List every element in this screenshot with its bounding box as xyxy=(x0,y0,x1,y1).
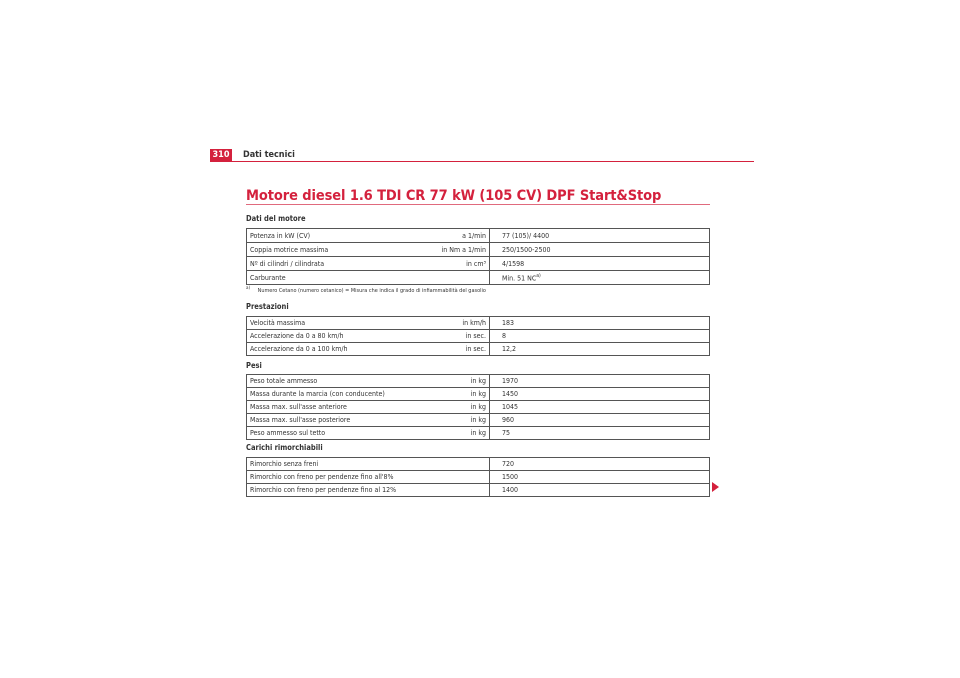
table-row xyxy=(247,458,710,471)
row-value: 183 xyxy=(490,317,710,330)
row-unit: a 1/min xyxy=(433,229,490,243)
row-value: 4/1598 xyxy=(490,257,710,271)
row-label: Rimorchio senza freni xyxy=(247,458,434,471)
row-label: Massa max. sull'asse posteriore xyxy=(247,414,434,427)
header-rule xyxy=(210,161,754,162)
row-unit: in kg xyxy=(433,401,490,414)
table-row xyxy=(247,484,710,497)
row-value: 250/1500-2500 xyxy=(490,243,710,257)
table-row xyxy=(247,471,710,484)
row-unit: in kg xyxy=(433,375,490,388)
row-value: 1450 xyxy=(490,388,710,401)
row-unit xyxy=(433,458,490,471)
heading-prestazioni: Prestazioni xyxy=(246,302,289,311)
row-unit: in km/h xyxy=(433,317,490,330)
row-value: 960 xyxy=(490,414,710,427)
footnote-text: Numero Cetano (numero cetanico) = Misura che indica il grado di infiammabilità del gasolio xyxy=(257,287,486,294)
row-unit xyxy=(433,471,490,484)
row-unit: in kg xyxy=(433,414,490,427)
row-label: Accelerazione da 0 a 100 km/h xyxy=(247,343,434,356)
section-header: Dati tecnici xyxy=(243,150,295,160)
footnote xyxy=(246,286,486,294)
table-row xyxy=(247,257,710,271)
row-label: Carburante xyxy=(247,271,434,285)
table-row xyxy=(247,375,710,388)
title-rule xyxy=(246,204,710,205)
table-row xyxy=(247,427,710,440)
row-value xyxy=(490,271,710,285)
footnote-marker: a) xyxy=(246,286,251,291)
heading-pesi: Pesi xyxy=(246,361,262,370)
row-label: Massa max. sull'asse anteriore xyxy=(247,401,434,414)
row-label: Velocità massima xyxy=(247,317,434,330)
table-row xyxy=(247,388,710,401)
heading-carichi: Carichi rimorchiabili xyxy=(246,443,323,452)
table-row xyxy=(247,229,710,243)
row-unit: in kg xyxy=(433,388,490,401)
row-unit xyxy=(433,484,490,497)
row-label: Peso totale ammesso xyxy=(247,375,434,388)
row-unit: in Nm a 1/min xyxy=(433,243,490,257)
arrow-right-icon xyxy=(712,482,719,492)
row-value: 1045 xyxy=(490,401,710,414)
table-row xyxy=(247,243,710,257)
footnote-ref: a) xyxy=(536,272,541,279)
row-value: 77 (105)/ 4400 xyxy=(490,229,710,243)
row-label: Coppia motrice massima xyxy=(247,243,434,257)
heading-dati-motore: Dati del motore xyxy=(246,214,306,223)
row-unit xyxy=(433,271,490,285)
row-value: 1400 xyxy=(490,484,710,497)
table-pesi xyxy=(246,374,710,440)
table-row xyxy=(247,271,710,285)
row-unit: in kg xyxy=(433,427,490,440)
row-label: Rimorchio con freno per pendenze fino al 12% xyxy=(247,484,434,497)
row-value: 75 xyxy=(490,427,710,440)
row-label: Accelerazione da 0 a 80 km/h xyxy=(247,330,434,343)
row-label: Rimorchio con freno per pendenze fino all'8% xyxy=(247,471,434,484)
row-label: Peso ammesso sul tetto xyxy=(247,427,434,440)
table-row xyxy=(247,401,710,414)
row-unit: in sec. xyxy=(433,343,490,356)
table-row xyxy=(247,317,710,330)
row-unit: in cm³ xyxy=(433,257,490,271)
table-row xyxy=(247,330,710,343)
row-label: Nº di cilindri / cilindrata xyxy=(247,257,434,271)
table-carichi xyxy=(246,457,710,497)
row-label: Massa durante la marcia (con conducente) xyxy=(247,388,434,401)
row-value: 1500 xyxy=(490,471,710,484)
page-number: 310 xyxy=(210,149,232,162)
row-value: 720 xyxy=(490,458,710,471)
row-value: 8 xyxy=(490,330,710,343)
row-value: 1970 xyxy=(490,375,710,388)
table-row xyxy=(247,343,710,356)
row-value-text: Min. 51 NC xyxy=(502,274,537,283)
table-row xyxy=(247,414,710,427)
row-label: Potenza in kW (CV) xyxy=(247,229,434,243)
table-dati-motore xyxy=(246,228,710,285)
row-value: 12,2 xyxy=(490,343,710,356)
page-title: Motore diesel 1.6 TDI CR 77 kW (105 CV) DPF Start&Stop xyxy=(246,188,662,204)
table-prestazioni xyxy=(246,316,710,356)
row-unit: in sec. xyxy=(433,330,490,343)
